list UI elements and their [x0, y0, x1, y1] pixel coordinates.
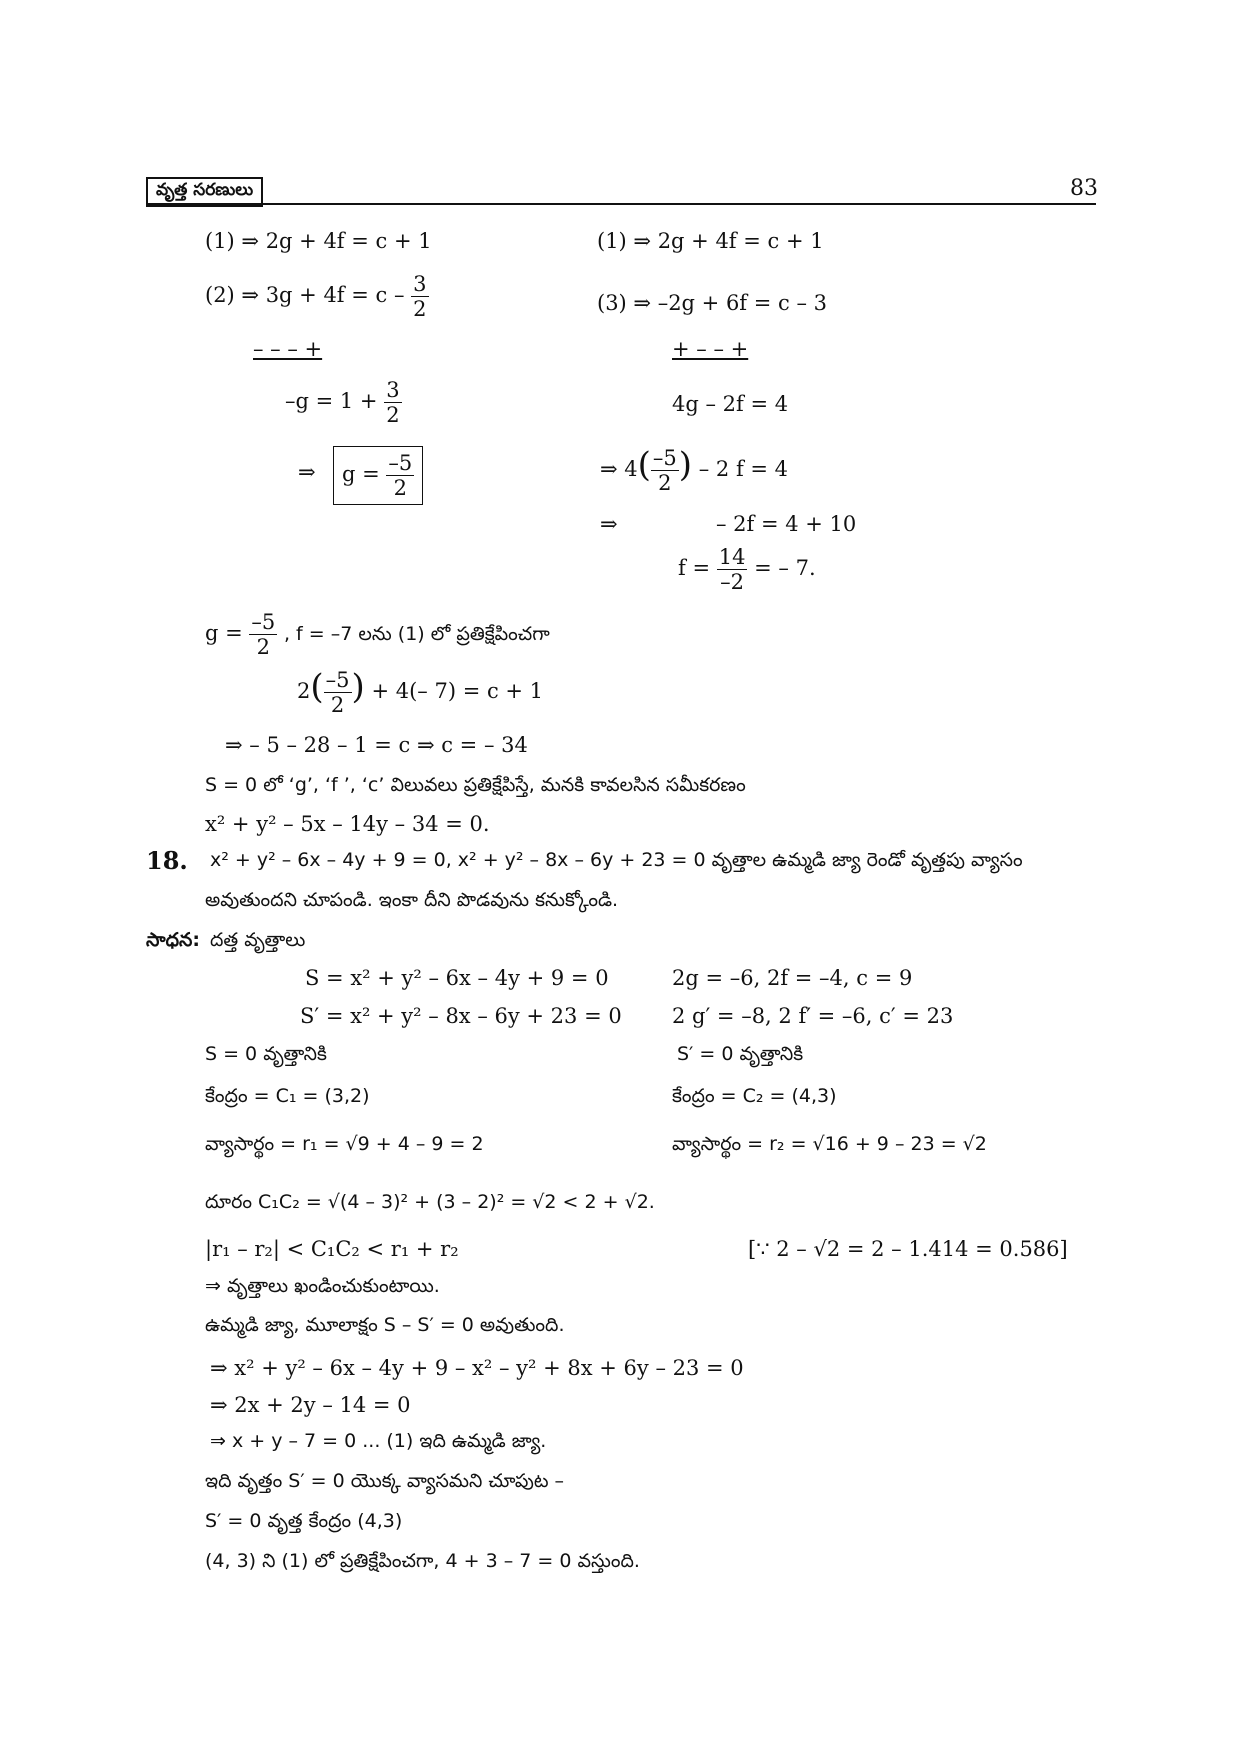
intersect-conclusion: ⇒ వృత్తాలు ఖండించుకుంటాయి.: [205, 1275, 440, 1297]
circle-equation: x² + y² – 5x – 14y – 34 = 0.: [205, 812, 490, 836]
left-eq2-fraction: $\frac{3}{2}$: [413, 272, 427, 322]
right-substitution: ⇒ 4( $\frac{-5}{2}$ ) – 2 f = 4: [600, 445, 789, 496]
right-sub-fraction: $\frac{-5}{2}$: [652, 446, 677, 496]
chord-step2: ⇒ 2x + 2y – 14 = 0: [210, 1393, 411, 1417]
left-result-fraction: $\frac{3}{2}$: [386, 378, 400, 428]
common-chord-text: ఉమ్మడి జ్యా, మూలాక్షం S – S′ = 0 అవుతుంది.: [205, 1314, 565, 1336]
left-signs: – – – +: [253, 337, 323, 361]
problem-line1: x² + y² – 6x – 4y + 9 = 0, x² + y² – 8x – 6y + 23 = 0 వృత్తాల ఉమ్మడి జ్యా రెండో వృత్తపు వ్యాసం: [210, 849, 1023, 871]
s-prime-equation: S′ = x² + y² – 8x – 6y + 23 = 0: [300, 1004, 622, 1028]
substitution-line4: S = 0 లో ‘g’, ‘f ’, ‘c’ విలువలు ప్రతిక్షేపిస్తే, మనకి కావలసిన సమీకరణం: [205, 774, 746, 796]
f-value: f = $\frac{14}{-2}$ = – 7.: [678, 545, 816, 595]
substitution-line3: ⇒ – 5 – 28 – 1 = c ⇒ c = – 34: [225, 733, 528, 757]
sub-line1-fraction: $\frac{-5}{2}$: [251, 610, 276, 660]
inequality-note: [∵ 2 – √2 = 2 – 1.414 = 0.586]: [748, 1237, 1068, 1261]
left-eq1: (1) ⇒ 2g + 4f = c + 1: [205, 229, 432, 253]
left-result: –g = 1 + $\frac{3}{2}$: [285, 378, 400, 428]
substitution-line1: g = $\frac{-5}{2}$ , f = –7 లను (1) లో ప్రతిక్షేపించగా: [205, 610, 550, 660]
f-fraction: $\frac{14}{-2}$: [718, 545, 746, 595]
s-prime-circle-label: S′ = 0 వృత్తానికి: [677, 1043, 804, 1065]
problem-number: 18.: [146, 846, 188, 875]
chord-step3: ⇒ x + y – 7 = 0 ... (1) ఇది ఉమ్మడి జ్యా.: [210, 1430, 547, 1452]
center-c2: కేంద్రం = C₂ = (4,3): [672, 1085, 837, 1107]
solution-label: సాధన:: [146, 929, 200, 951]
chapter-title: వృత్త సరణులు: [146, 177, 263, 207]
solution-intro: దత్త వృత్తాలు: [210, 929, 306, 951]
boxed-g-fraction: $\frac{-5}{2}$: [388, 451, 413, 501]
right-signs: + – – +: [672, 337, 749, 361]
center-s-prime: S′ = 0 వృత్త కేంద్రం (4,3): [205, 1510, 403, 1532]
header-rule: [146, 203, 1096, 205]
radius-r2: వ్యాసార్థం = r₂ = √16 + 9 – 23 = √2: [672, 1133, 987, 1155]
substitution-line2: 2( $\frac{-5}{2}$ ) + 4(– 7) = c + 1: [297, 667, 544, 718]
s-prime-coefficients: 2 g′ = –8, 2 f′ = –6, c′ = 23: [672, 1004, 954, 1028]
radius-r1: వ్యాసార్థం = r₁ = √9 + 4 – 9 = 2: [205, 1133, 484, 1155]
sub-line2-fraction: $\frac{-5}{2}$: [325, 668, 350, 718]
chord-step1: ⇒ x² + y² – 6x – 4y + 9 – x² – y² + 8x + 6y – 23 = 0: [210, 1356, 744, 1380]
distance-c1c2: దూరం C₁C₂ = √(4 – 3)² + (3 – 2)² = √2 < 2 + √2.: [205, 1191, 655, 1213]
final-verification: (4, 3) ని (1) లో ప్రతిక్షేపించగా, 4 + 3 – 7 = 0 వస్తుంది.: [205, 1550, 640, 1572]
s-coefficients: 2g = –6, 2f = –4, c = 9: [672, 966, 913, 990]
right-eq1: (1) ⇒ 2g + 4f = c + 1: [597, 229, 824, 253]
boxed-g-value: g = $\frac{-5}{2}$: [333, 446, 423, 505]
left-eq2: (2) ⇒ 3g + 4f = c – $\frac{3}{2}$: [205, 272, 427, 322]
right-step2: – 2f = 4 + 10: [716, 512, 857, 536]
problem-line2: అవుతుందని చూపండి. ఇంకా దీని పొడవును కనుక్కోండి.: [205, 889, 619, 911]
center-c1: కేంద్రం = C₁ = (3,2): [205, 1085, 370, 1107]
inequality: |r₁ – r₂| < C₁C₂ < r₁ + r₂: [205, 1237, 459, 1261]
left-arrow: ⇒: [298, 460, 316, 484]
s-circle-label: S = 0 వృత్తానికి: [205, 1043, 327, 1065]
s-equation: S = x² + y² – 6x – 4y + 9 = 0: [305, 966, 609, 990]
right-eq3: (3) ⇒ –2g + 6f = c – 3: [597, 291, 827, 315]
right-step2-arrow: ⇒: [600, 512, 618, 536]
show-diameter: ఇది వృత్తం S′ = 0 యొక్క వ్యాసమని చూపుట –: [205, 1470, 565, 1492]
page-number: 83: [1070, 176, 1098, 201]
right-result: 4g – 2f = 4: [672, 392, 789, 416]
